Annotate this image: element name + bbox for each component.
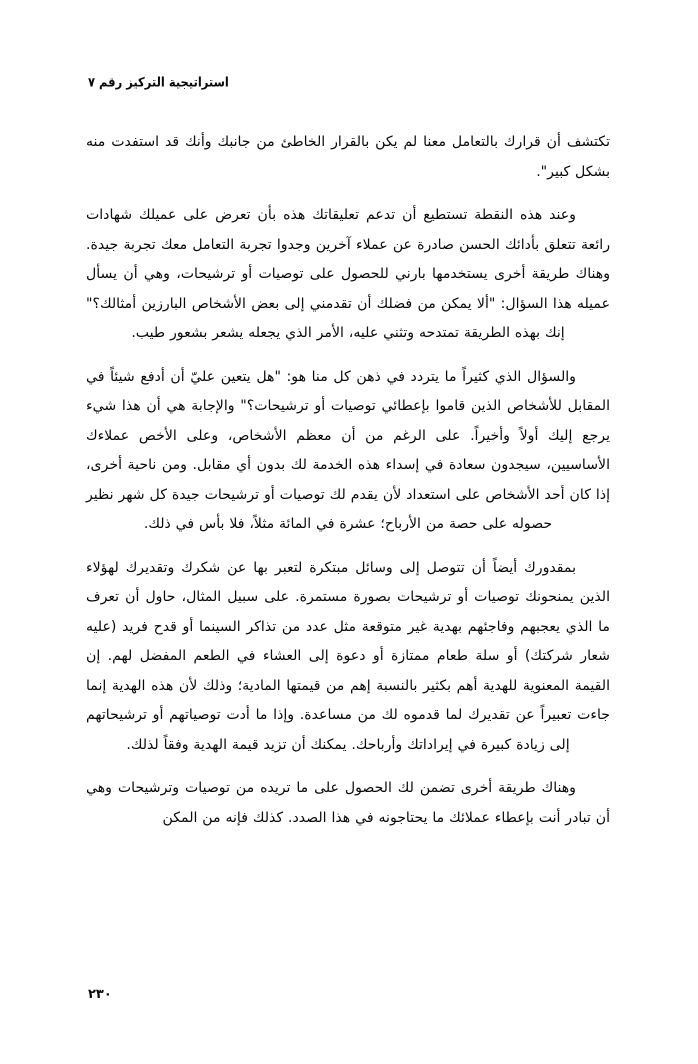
paragraph-2: وعند هذه النقطة تستطيع أن تدعم تعليقاتك هذه بأن تعرض على عميلك شهادات رائعة تتعلق بأدائك الحسن صادرة عن عملاء آخرين وجدوا تجربة التعامل معك تجربة جيدة. وهناك طريقة أخرى يستخدمها بارني للحصول على توصيات أو ترشيحات، وهي أن يسأل عميله هذا السؤال: "ألا يمكن من فضلك أن تقدمني إلى بعض الأشخاص البارزين أمثالك؟" إنك بهذه الطريقة تمتدحه وتثني عليه، الأمر الذي يجعله يشعر بشعور طيب. — [86, 207, 610, 341]
header-title: استراتيجية التركيز رقم ٧ — [88, 74, 229, 90]
page-body — [86, 128, 610, 847]
paragraph-5: وهناك طريقة أخرى تضمن لك الحصول على ما تريده من توصيات وترشيحات وهي أن تبادر أنت بإعطاء عملائك ما يحتاجونه في هذا الصدد. كذلك فإنه من المكن — [86, 780, 610, 826]
paragraph-3: والسؤال الذي كثيراً ما يتردد في ذهن كل منا هو: "هل يتعين عليّ أن أدفع شيئاً في المقابل للأشخاص الذين قاموا بإعطائي توصيات أو ترشيحات؟" والإجابة هي أن هذا شيء يرجع إليك أولاً وأخيراً. على الرغم من أن معظم الأشخاص، وعلى الأخص عملاءك الأساسيين، سيجدون سعادة في إسداء هذه الخدمة لك بدون أي مقابل. ومن ناحية أخرى، إذا كان أحد الأشخاص على استعداد لأن يقدم لك توصيات أو ترشيحات جيدة كل شهر نظير حصوله على حصة من الأرباح؛ عشرة في المائة مثلاً، فلا بأس في ذلك. — [86, 368, 610, 532]
running-header — [88, 72, 610, 91]
page-number: ٢٣٠ — [88, 987, 112, 1002]
paragraph-4: بمقدورك أيضاً أن تتوصل إلى وسائل مبتكرة لتعبر بها عن شكرك وتقديرك لهؤلاء الذين يمنحونك توصيات أو ترشيحات بصورة مستمرة. على سبيل المثال، حاول أن تعرف ما الذي يعجبهم وفاجئهم بهدية غير متوقعة مثل عدد من تذاكر السينما أو قدح فريد (عليه شعار شركتك) أو سلة طعام ممتازة أو دعوة إلى العشاء في الطعم المفضل لهم. إن القيمة المعنوية للهدية أهم بكثير بالنسبة إهم من قيمتها المادية؛ وذلك لأن هذه الهدية إنما جاءت تعبيراً عن تقديرك لما قدموه لك من مساعدة. وإذا ما أدت توصياتهم أو ترشيحاتهم إلى زيادة كبيرة في إيراداتك وأرباحك. يمكنك أن تزيد قيمة الهدية وفقاً لذلك. — [86, 559, 610, 753]
paragraph-1: تكتشف أن قرارك بالتعامل معنا لم يكن بالقرار الخاطئ من جانبك وأنك قد استفدت منه بشكل كبير". — [86, 134, 610, 180]
